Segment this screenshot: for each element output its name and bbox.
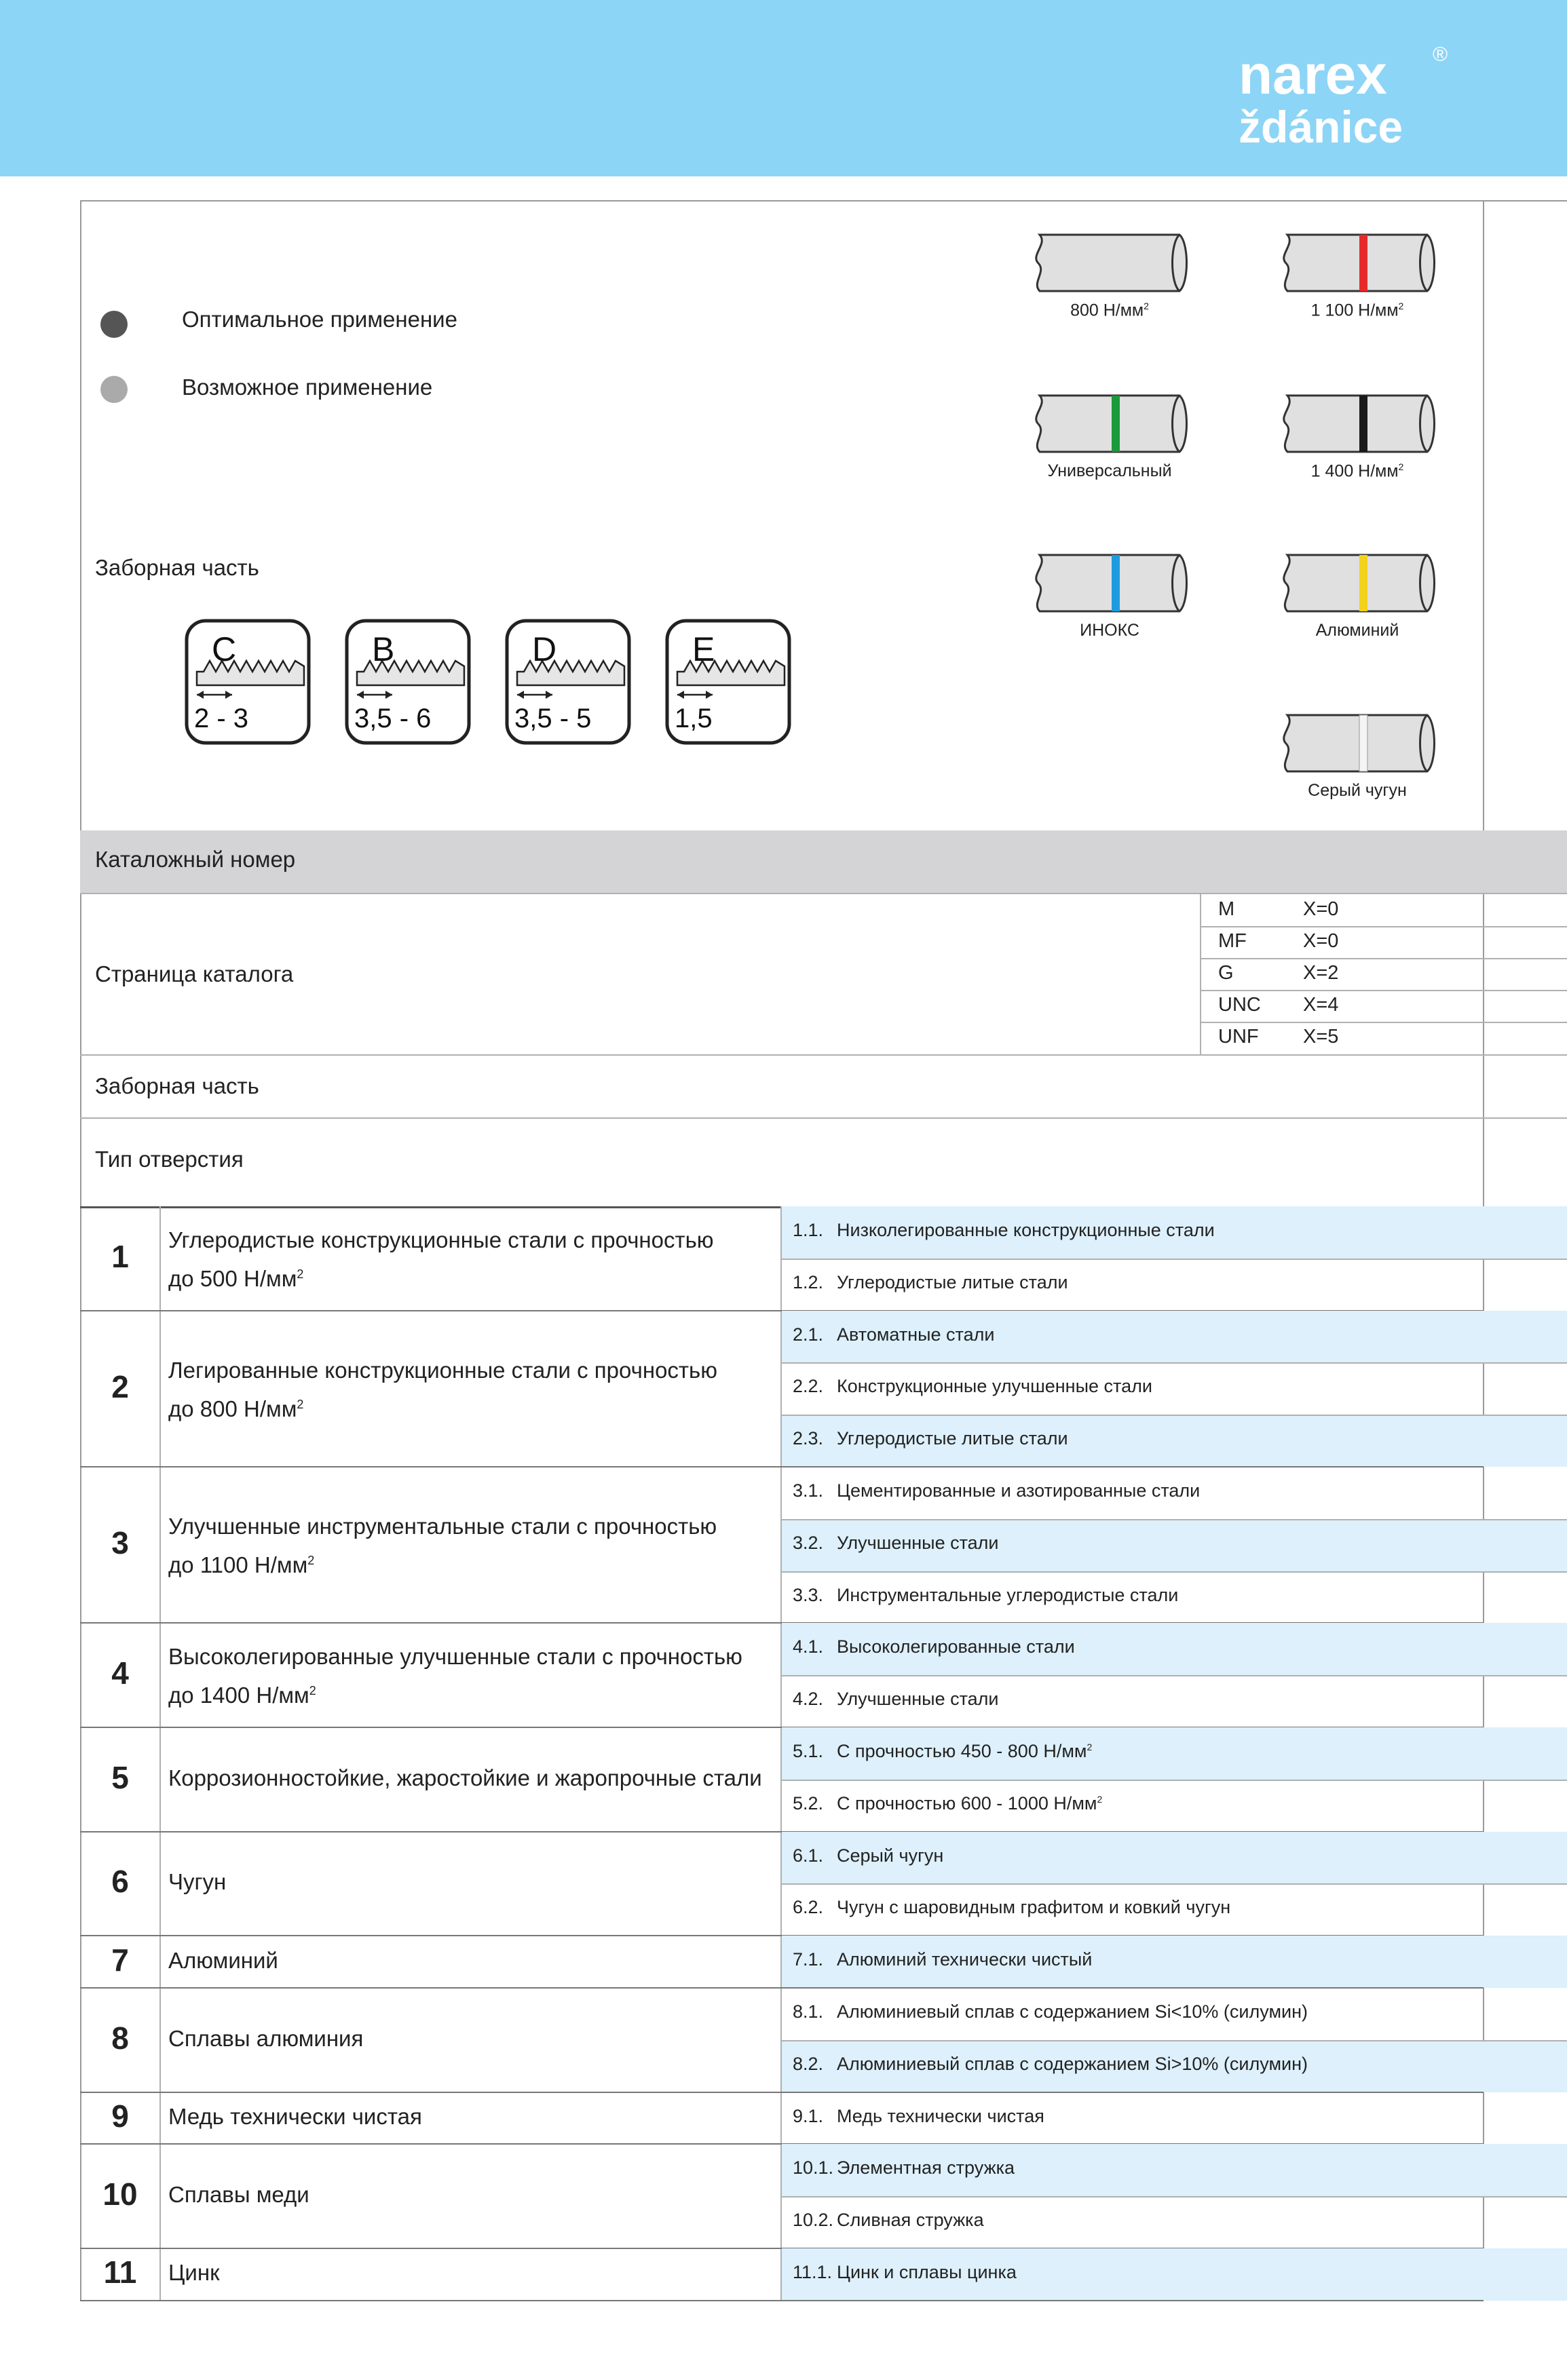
material-rod-icon	[1032, 231, 1188, 295]
sub-material	[793, 2157, 1015, 2179]
catalog-number-label: Каталожный номер	[95, 847, 296, 872]
sub-row-divider	[780, 1259, 1567, 1260]
group-line-text: до 1100 Н/мм	[168, 1552, 308, 1578]
legend-possible-label: Возможное применение	[182, 375, 433, 400]
sub-material	[793, 2262, 1017, 2283]
group-number: 11	[103, 2254, 137, 2290]
group-number: 4	[111, 1655, 129, 1691]
sub-material	[793, 1376, 1152, 1397]
sub-material-number: 3.1.	[793, 1480, 824, 1501]
frame-top	[80, 200, 1567, 201]
chamfer-range: 3,5 - 5	[514, 704, 592, 733]
thread-divider	[1200, 990, 1567, 991]
thread-x-value: X=2	[1303, 962, 1339, 984]
sub-material-text: Углеродистые литые стали	[837, 1428, 1068, 1449]
sub-material-number: 5.2.	[793, 1792, 824, 1813]
chamfer-badge-d-icon	[505, 619, 631, 745]
group-description	[168, 2022, 363, 2056]
group-description	[168, 2100, 422, 2134]
group-description	[168, 1761, 762, 1795]
thread-code: MF	[1218, 930, 1247, 952]
group-number: 9	[111, 2098, 129, 2134]
material-label-text: Универсальный	[1047, 461, 1172, 480]
sub-material	[793, 1689, 999, 1710]
sub-material	[793, 1741, 1092, 1762]
group-description	[168, 1944, 278, 1978]
divider	[80, 1117, 1567, 1119]
sub-row-divider	[780, 1571, 1567, 1573]
legend-optimal-label: Оптимальное применение	[182, 307, 457, 332]
group-description	[168, 1640, 742, 1712]
sub-material-text: Сливная стружка	[837, 2210, 984, 2231]
sub-material-number: 8.2.	[793, 2053, 824, 2074]
group-description	[168, 1510, 717, 1582]
group-line-text: до 800 Н/мм	[168, 1396, 297, 1421]
thread-x-value: X=0	[1303, 898, 1339, 920]
sub-row-divider	[780, 1519, 1567, 1520]
sub-material-text: Медь технически чистая	[837, 2105, 1044, 2126]
group-line	[168, 1387, 717, 1426]
sub-material	[793, 2106, 1044, 2127]
sub-material-text: Чугун с шаровидным графитом и ковкий чугун	[837, 1897, 1231, 1918]
optimal-dot-icon	[100, 311, 128, 338]
sub-material-text: Улучшенные стали	[837, 1689, 999, 1710]
thread-divider	[1200, 958, 1567, 959]
logo-line1: narex	[1239, 44, 1387, 106]
superscript: 2	[297, 1397, 304, 1411]
superscript: 2	[307, 1554, 315, 1568]
group-line: Сплавы алюминия	[168, 2025, 364, 2051]
sub-material-number: 10.1.	[793, 2157, 834, 2179]
sub-row-divider	[780, 1415, 1567, 1416]
sub-material	[793, 1585, 1178, 1606]
sub-material-text: Элементная стружка	[837, 2157, 1015, 2179]
sub-row-divider	[780, 2040, 1567, 2041]
group-description	[168, 2256, 220, 2290]
material-label-text: 1 400 Н/мм	[1310, 461, 1399, 481]
thread-code: UNF	[1218, 1026, 1259, 1048]
group-description	[168, 2178, 309, 2212]
chamfer-range: 1,5	[675, 704, 713, 733]
sub-material-number: 1.2.	[793, 1271, 824, 1292]
chamfer-letter: B	[372, 630, 395, 668]
chamfer-badge-e-icon	[665, 619, 791, 745]
group-divider	[80, 2300, 1484, 2301]
group-number: 2	[111, 1368, 129, 1404]
material-label-text: 800 Н/мм	[1070, 301, 1144, 320]
thread-divider	[1200, 926, 1567, 927]
sub-row-divider	[780, 1780, 1567, 1781]
thread-x-value: X=4	[1303, 994, 1339, 1016]
group-line-text: до 500 Н/мм	[168, 1265, 297, 1291]
superscript: 2	[1398, 301, 1404, 311]
material-label-text: Алюминий	[1315, 621, 1399, 640]
sub-material-text: Конструкционные улучшенные стали	[837, 1376, 1152, 1397]
superscript: 2	[1097, 1793, 1103, 1805]
group-line: Медь технически чистая	[168, 2104, 422, 2129]
material-label	[1269, 301, 1446, 320]
material-label	[1269, 461, 1446, 481]
group-line: Чугун	[168, 1869, 227, 1895]
sub-material	[793, 1220, 1215, 1241]
sub-material-number: 9.1.	[793, 2105, 824, 2126]
chamfer-letter: D	[532, 630, 557, 668]
group-line	[168, 1674, 742, 1712]
material-rod-icon	[1279, 711, 1435, 775]
group-divider	[80, 1466, 1484, 1467]
sub-material-text: Инструментальные углеродистые стали	[837, 1584, 1179, 1605]
sub-material-number: 2.2.	[793, 1376, 824, 1397]
group-divider	[80, 2092, 1484, 2093]
sub-material-number: 10.2.	[793, 2210, 834, 2231]
group-line: Улучшенные инструментальные стали с прочностью	[168, 1514, 717, 1539]
group-number: 1	[111, 1238, 129, 1274]
superscript: 2	[297, 1267, 304, 1281]
sub-material-text: Цинк и сплавы цинка	[837, 2262, 1017, 2282]
material-label	[1269, 781, 1446, 801]
group-number: 5	[111, 1759, 129, 1795]
material-rod-icon	[1032, 391, 1188, 456]
group-description	[168, 1354, 717, 1426]
sub-material-text: Низколегированные конструкционные стали	[837, 1220, 1215, 1240]
group-description	[168, 1865, 226, 1899]
group-line-text: до 1400 Н/мм	[168, 1683, 309, 1708]
material-label	[1021, 621, 1198, 640]
sub-material-number: 1.1.	[793, 1220, 824, 1240]
sub-material	[793, 1480, 1200, 1501]
chamfer-letter: E	[692, 630, 715, 668]
thread-divider	[1200, 1022, 1567, 1023]
sub-material	[793, 2054, 1308, 2075]
sub-material-text: Углеродистые литые стали	[837, 1271, 1068, 1292]
sub-material-number: 4.2.	[793, 1689, 824, 1710]
sub-material-text: Серый чугун	[837, 1845, 944, 1866]
chamfer-title: Заборная часть	[95, 555, 259, 580]
thread-x-value: X=5	[1303, 1026, 1339, 1048]
sub-row-divider	[780, 2196, 1567, 2197]
sub-material	[793, 2210, 984, 2231]
sub-material-number: 3.2.	[793, 1532, 824, 1553]
hole-type-label: Тип отверстия	[95, 1147, 244, 1172]
sub-material-number: 4.1.	[793, 1636, 824, 1657]
superscript: 2	[1398, 461, 1404, 472]
chamfer-range: 3,5 - 6	[354, 704, 432, 733]
chamfer-range: 2 - 3	[194, 704, 249, 733]
catalog-number-band	[80, 830, 1567, 893]
sub-material-number: 6.2.	[793, 1897, 824, 1918]
sub-material	[793, 1428, 1068, 1449]
material-label-text: 1 100 Н/мм	[1310, 301, 1399, 320]
sub-material-text: Высоколегированные стали	[837, 1636, 1075, 1657]
sub-material-text: Алюминиевый сплав с содержанием Si<10% (силумин)	[837, 2001, 1308, 2022]
logo-line2: ždánice	[1239, 102, 1403, 152]
sub-material	[793, 2001, 1308, 2022]
thread-code: UNC	[1218, 994, 1261, 1016]
sub-material-text: Алюминиевый сплав с содержанием Si>10% (силумин)	[837, 2053, 1308, 2074]
sub-material-number: 5.1.	[793, 1741, 824, 1761]
group-divider	[80, 1987, 1484, 1989]
group-line: Алюминий	[168, 1947, 278, 1973]
sub-material-text: Улучшенные стали	[837, 1532, 999, 1553]
material-rod-icon	[1279, 551, 1435, 615]
superscript: 2	[309, 1684, 316, 1698]
sub-material	[793, 1793, 1102, 1814]
thread-code: M	[1218, 898, 1235, 920]
sub-material-text: Цементированные и азотированные стали	[837, 1480, 1201, 1501]
divider	[80, 893, 1567, 894]
sub-material-text: Алюминий технически чистый	[837, 1949, 1093, 1970]
sub-row-divider	[780, 1883, 1567, 1885]
group-number: 6	[111, 1864, 129, 1900]
sub-row-divider	[780, 1362, 1567, 1364]
sub-material-number: 6.1.	[793, 1845, 824, 1866]
material-rod-icon	[1032, 551, 1188, 615]
group-line	[168, 1257, 714, 1296]
group-line: Цинк	[168, 2260, 220, 2286]
group-description	[168, 1223, 714, 1296]
material-label	[1021, 461, 1198, 481]
material-label	[1021, 301, 1198, 320]
group-number: 10	[102, 2176, 138, 2212]
group-line: Высоколегированные улучшенные стали с прочностью	[168, 1644, 742, 1670]
superscript: 2	[1144, 301, 1149, 311]
material-label	[1269, 621, 1446, 640]
sub-material	[793, 1272, 1068, 1293]
superscript: 2	[1087, 1742, 1093, 1752]
sub-material	[793, 1845, 943, 1866]
sub-material-text: Автоматные стали	[837, 1324, 995, 1345]
sub-material-text: С прочностью 600 - 1000 Н/мм	[837, 1792, 1097, 1813]
chamfer-row-label: Заборная часть	[95, 1073, 259, 1098]
material-rod-icon	[1279, 391, 1435, 456]
sub-material-text: С прочностью 450 - 800 Н/мм	[837, 1741, 1087, 1761]
divider	[80, 1054, 1567, 1056]
group-number: 7	[111, 1942, 129, 1978]
group-number: 3	[111, 1525, 129, 1561]
material-label-text: ИНОКС	[1080, 621, 1139, 640]
chamfer-badge-b-icon	[345, 619, 471, 745]
registered-mark: ®	[1433, 43, 1448, 66]
group-line	[168, 1543, 717, 1582]
thread-code: G	[1218, 962, 1234, 984]
sub-material	[793, 1324, 994, 1345]
group-line: Легированные конструкционные стали с прочностью	[168, 1357, 717, 1383]
sub-material	[793, 1949, 1092, 1970]
chamfer-badge-c-icon	[185, 619, 311, 745]
sub-material	[793, 1533, 999, 1554]
thread-x-value: X=0	[1303, 930, 1339, 952]
sub-material	[793, 1897, 1230, 1918]
group-number: 8	[111, 2020, 129, 2056]
narex-logo	[1232, 41, 1449, 156]
thread-divider	[1200, 893, 1201, 1054]
material-label-text: Серый чугун	[1308, 781, 1407, 800]
group-line: Коррозионностойкие, жаростойкие и жаропрочные стали	[168, 1765, 762, 1790]
sub-material-number: 11.1.	[793, 2262, 833, 2282]
group-line: Сплавы меди	[168, 2182, 309, 2208]
material-rod-icon	[1279, 231, 1435, 295]
group-line: Углеродистые конструкционные стали с прочностью	[168, 1227, 714, 1252]
sub-material-number: 7.1.	[793, 1949, 824, 1970]
catalog-page-label: Страница каталога	[95, 961, 294, 986]
sub-material-number: 8.1.	[793, 2001, 824, 2022]
sub-material-number: 2.1.	[793, 1324, 824, 1345]
chamfer-letter: C	[212, 630, 237, 668]
possible-dot-icon	[100, 376, 128, 403]
sub-row-divider	[780, 1675, 1567, 1676]
sub-material	[793, 1636, 1075, 1657]
sub-material-number: 3.3.	[793, 1584, 824, 1605]
sub-material-number: 2.3.	[793, 1428, 824, 1449]
